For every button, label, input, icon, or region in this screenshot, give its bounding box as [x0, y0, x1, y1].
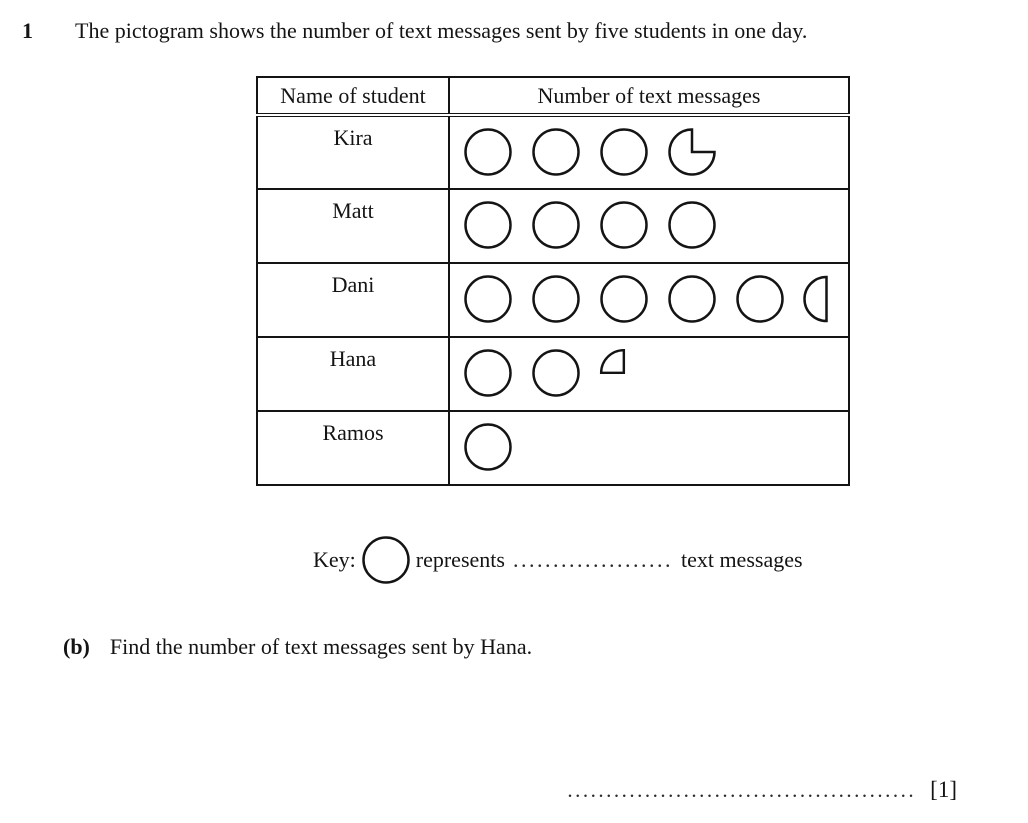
part-b-text: Find the number of text messages sent by Hana. [109, 634, 533, 659]
full-circle-icon [463, 200, 513, 250]
pictogram-table [256, 76, 850, 486]
pictogram-row-ramos [257, 411, 849, 485]
full-circle-icon [531, 348, 581, 398]
full-circle-icon [531, 274, 581, 324]
key-represents-text: represents [415, 547, 505, 572]
key-answer-blank[interactable]: .................... [512, 547, 673, 572]
key-label: Key: [313, 547, 356, 572]
part-b-label: (b) [63, 634, 90, 659]
question-text: The pictogram shows the number of text messages sent by five students in one day. [75, 18, 808, 43]
full-circle-icon [667, 274, 717, 324]
part-b-question [63, 634, 532, 660]
answer-line [567, 777, 957, 803]
answer-blank[interactable]: ............................................. [567, 778, 917, 802]
full-circle-icon [599, 274, 649, 324]
full-circle-icon [463, 274, 513, 324]
full-circle-icon [463, 127, 513, 177]
pictogram-table-body [257, 115, 849, 485]
message-symbols [449, 411, 849, 485]
message-symbols [449, 115, 849, 189]
three-quarter-circle-icon [667, 127, 717, 177]
student-name: Ramos [257, 411, 449, 485]
full-circle-icon [599, 200, 649, 250]
full-circle-icon [599, 127, 649, 177]
student-name: Kira [257, 115, 449, 189]
key-circle-icon [361, 535, 411, 585]
full-circle-icon [531, 200, 581, 250]
pictogram-row-dani [257, 263, 849, 337]
full-circle-icon [531, 127, 581, 177]
pictogram-row-kira [257, 115, 849, 189]
full-circle-icon [463, 422, 513, 472]
question-number: 1 [22, 18, 33, 43]
key-suffix-text: text messages [680, 547, 803, 572]
quarter-circle-icon [599, 348, 626, 375]
message-symbols [449, 263, 849, 337]
pictogram-row-hana [257, 337, 849, 411]
full-circle-icon [667, 200, 717, 250]
pictogram-header-row [257, 77, 849, 115]
message-symbols [449, 189, 849, 263]
student-name: Hana [257, 337, 449, 411]
message-symbols [449, 337, 849, 411]
question-header [22, 18, 807, 44]
pictogram-row-matt [257, 189, 849, 263]
student-name: Matt [257, 189, 449, 263]
pictogram-key [313, 533, 803, 587]
student-name: Dani [257, 263, 449, 337]
marks-label: [1] [930, 777, 957, 802]
full-circle-icon [463, 348, 513, 398]
column-header-student-name: Name of student [257, 77, 449, 115]
full-circle-icon [735, 274, 785, 324]
half-circle-icon [803, 274, 828, 324]
column-header-message-count: Number of text messages [449, 77, 849, 115]
